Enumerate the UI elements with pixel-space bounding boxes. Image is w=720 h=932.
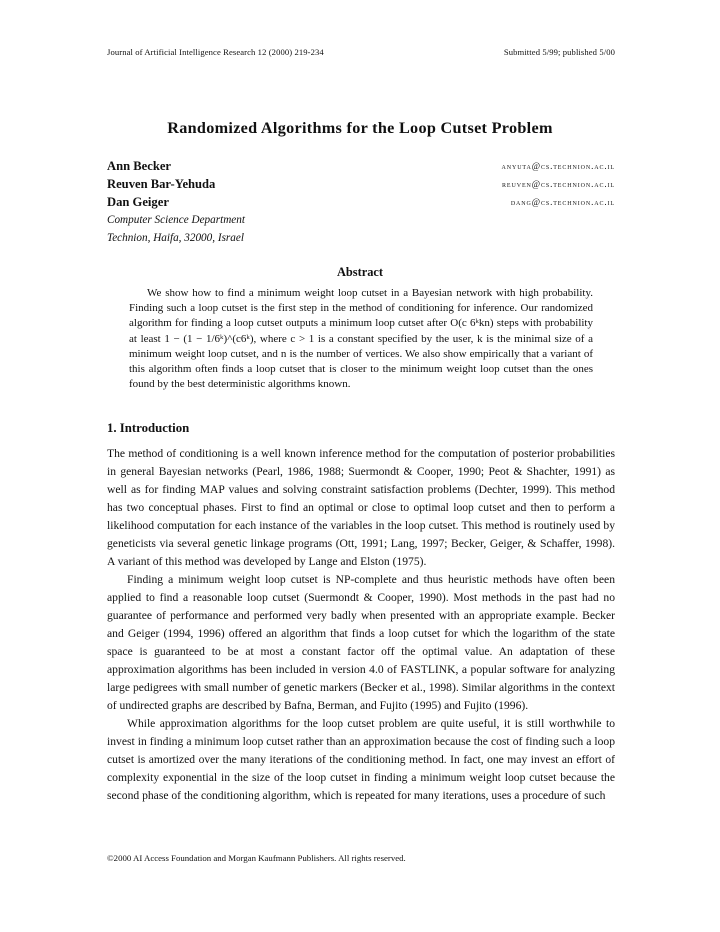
author-block xyxy=(107,157,615,247)
body-paragraph: While approximation algorithms for the loop cutset problem are quite useful, it is still worthwhile to invest in finding a minimum loop cutset rather than an approximation because the cost of finding such a loop cutset is amortized over the many iterations of the conditioning method. In fact, one may invest an effort of complexity exponential in the size of the loop cutset in finding a minimum weight loop cutset because the second phase of the conditioning algorithm, which is repeated for many iterations, uses a procedure of such xyxy=(107,717,615,802)
author-email: dang@cs.technion.ac.il xyxy=(510,197,615,207)
copyright-footer: ©2000 AI Access Foundation and Morgan Kaufmann Publishers. All rights reserved. xyxy=(107,853,406,863)
section-heading: 1. Introduction xyxy=(107,421,190,435)
abstract-body xyxy=(129,286,593,392)
abstract-paragraph: We show how to find a minimum weight loop cutset in a Bayesian network with high probability. Finding such a loop cutset is the first step in the method of conditioning for inference. Our randomized algorithm for finding a loop cutset outputs a minimum loop cutset after O(c 6ᵏkn) steps with probability at least 1 − (1 − 1/6ᵏ)^(c6ᵏ), where c > 1 is a constant specified by the user, k is the minimal size of a minimum weight loop cutset, and n is the number of vertices. We also show empirically that a variant of this algorithm often finds a loop cutset that is closer to the minimum weight loop cutset than the ones found by the best deterministic algorithms known. xyxy=(129,287,593,391)
abstract-heading: Abstract xyxy=(336,265,384,279)
author-name: Reuven Bar-Yehuda xyxy=(107,177,216,191)
running-head xyxy=(107,47,615,57)
journal-citation: Journal of Artificial Intelligence Research 12 (2000) 219-234 xyxy=(107,47,324,57)
author-row xyxy=(107,175,615,193)
author-row xyxy=(107,193,615,211)
author-email: anyuta@cs.technion.ac.il xyxy=(501,161,615,171)
body-paragraph: The method of conditioning is a well known inference method for the computation of posterior probabilities in general Bayesian networks (Pearl, 1986, 1988; Suermondt & Cooper, 1990; Peot & Shachter, 1991) as well as for finding MAP values and solving constraint satisfaction problems (Dechter, 1999). This method has two conceptual phases. First to find an optimal or close to optimal loop cutset and then to perform a likelihood computation for each instance of the variables in the loop cutset. This method is routinely used by geneticists via several genetic linkage programs (Ott, 1991; Lang, 1997; Becker, Geiger, & Schaffer, 1998). A variant of this method was developed by Lange and Elston (1975). xyxy=(107,447,615,568)
author-name: Dan Geiger xyxy=(107,195,169,209)
affiliation-department: Computer Science Department xyxy=(107,214,245,226)
submission-dates: Submitted 5/99; published 5/00 xyxy=(503,47,615,57)
paper-title: Randomized Algorithms for the Loop Cutset Problem xyxy=(167,119,553,137)
author-email: reuven@cs.technion.ac.il xyxy=(502,179,615,189)
author-name: Ann Becker xyxy=(107,159,172,173)
section-body xyxy=(107,445,615,805)
affiliation-institution: Technion, Haifa, 32000, Israel xyxy=(107,232,244,244)
author-row xyxy=(107,157,615,175)
body-paragraph: Finding a minimum weight loop cutset is NP-complete and thus heuristic methods have often been applied to find a reasonable loop cutset (Suermondt & Cooper, 1990). Most methods in the past had no guarantee of performance and performed very badly when presented with an appropriate example. Becker and Geiger (1994, 1996) offered an algorithm that finds a loop cutset for which the logarithm of the state space is guaranteed to be at most a constant factor off the optimal value. An adaptation of these approximation algorithms has been included in version 4.0 of FASTLINK, a popular software for analyzing large pedigrees with small number of genetic markers (Becker et al., 1998). Similar algorithms in the context of undirected graphs are described by Bafna, Berman, and Fujito (1995) and Fujito (1996). xyxy=(107,573,615,712)
